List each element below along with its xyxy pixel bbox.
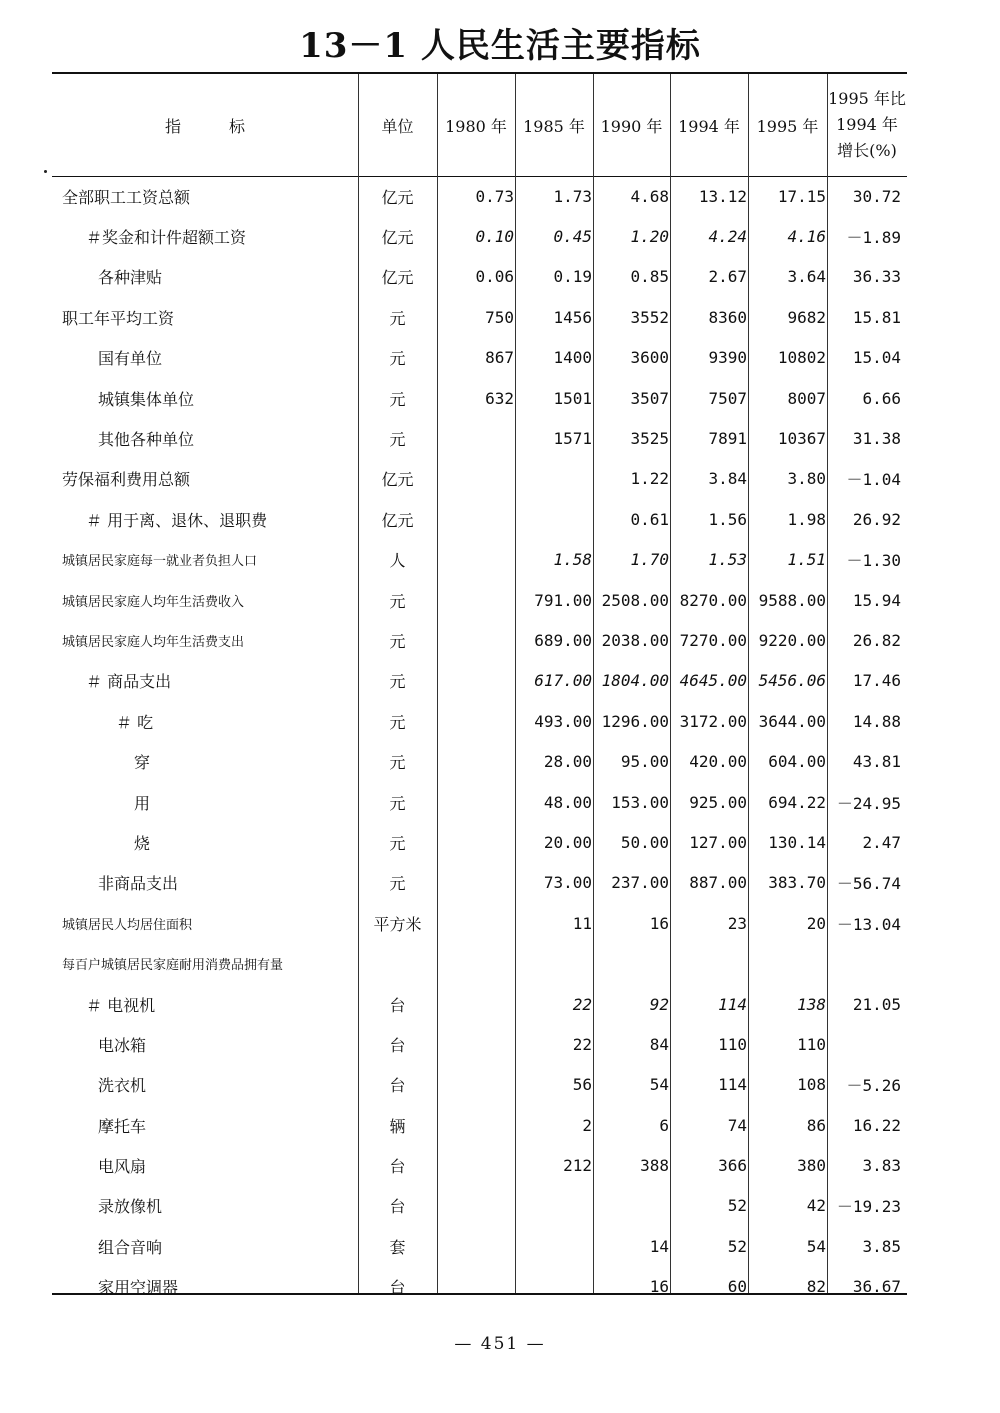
unit-cell: 元 [389,712,406,732]
value-cell-1990: 2038.00 [601,630,669,650]
table-row [52,540,907,580]
table-row [52,1226,907,1266]
growth-cell: 3.83 [862,1156,901,1176]
value-cell-1990: 1.22 [630,469,669,489]
table-row [52,903,907,943]
page-number: — 451 — [454,1334,546,1354]
unit-cell: 亿元 [381,510,414,530]
value-cell-1980 [437,418,515,458]
value-cell-1990: 153.00 [611,792,669,812]
value-cell-1985 [515,1267,593,1307]
table-header [52,74,907,176]
unit-cell: 辆 [389,1116,406,1136]
unit-cell: 套 [389,1237,406,1257]
unit-cell: 台 [389,1157,406,1177]
unit-cell: 元 [389,793,406,813]
indicator-cell: 穿 [134,753,151,773]
unit-cell: 台 [389,1035,406,1055]
growth-cell: 3.85 [862,1236,901,1256]
table-row [52,741,907,781]
value-cell-1980 [437,1226,515,1266]
indicator-cell: 劳保福利费用总额 [62,470,191,490]
growth-cell: 26.82 [852,630,901,650]
unit-cell: 元 [389,753,406,773]
value-cell-1985: 1571 [553,429,592,449]
indicator-cell: ＃ 电视机 [86,995,156,1015]
value-cell-1994: 8270.00 [679,590,747,610]
indicator-cell: 录放像机 [98,1197,163,1217]
value-cell-1995: 86 [806,1115,826,1135]
growth-cell: 15.81 [852,307,901,327]
value-cell-1985: 1400 [553,348,592,368]
indicator-cell: 摩托车 [98,1116,147,1136]
value-cell-1995: 138 [797,994,826,1014]
value-cell-1990: 50.00 [620,832,669,852]
value-cell-1994 [670,943,748,983]
value-cell-1985: 11 [572,913,592,933]
value-cell-1990: 16 [649,1277,669,1297]
value-cell-1980 [437,741,515,781]
growth-cell: 6.66 [862,388,901,408]
indicator-cell: 组合音响 [98,1237,163,1257]
value-cell-1980: 867 [485,348,514,368]
indicator-cell: 职工年平均工资 [62,308,175,328]
value-cell-1995: 20 [806,913,826,933]
table-row [52,297,907,337]
value-cell-1980 [437,1267,515,1307]
table-row [52,499,907,539]
table-row [52,1105,907,1145]
value-cell-1990: 16 [649,913,669,933]
unit-cell: 元 [389,389,406,409]
table-row [52,1024,907,1064]
table-row [52,661,907,701]
growth-cell: －56.74 [836,874,901,894]
value-cell-1994: 4645.00 [679,671,747,691]
growth-cell: 15.94 [852,590,901,610]
value-cell-1985: 0.19 [553,267,592,287]
value-cell-1995: 42 [806,1196,826,1216]
indicator-cell: 电风扇 [98,1157,147,1177]
value-cell-1990: 3525 [630,429,669,449]
unit-cell: 亿元 [381,228,414,248]
indicator-cell: 国有单位 [98,349,163,369]
unit-cell: 元 [389,631,406,651]
value-cell-1994: 366 [718,1156,747,1176]
value-cell-1980 [437,661,515,701]
value-cell-1990 [593,1186,670,1226]
value-cell-1995: 3644.00 [758,711,826,731]
value-cell-1980 [437,984,515,1024]
growth-cell: 17.46 [852,671,901,691]
value-cell-1995: 380 [797,1156,826,1176]
value-cell-1980 [437,1024,515,1064]
value-cell-1995: 1.51 [787,550,826,570]
table-body [52,176,907,1307]
value-cell-1980 [437,459,515,499]
value-cell-1985 [515,1226,593,1266]
indicator-cell: 每百户城镇居民家庭耐用消费品拥有量 [62,958,284,974]
value-cell-1995: 130.14 [768,832,826,852]
value-cell-1985 [515,943,593,983]
indicator-cell: 家用空调器 [98,1278,179,1298]
table-row [52,782,907,822]
unit-cell: 台 [389,1076,406,1096]
value-cell-1980 [437,499,515,539]
value-cell-1995: 108 [797,1075,826,1095]
value-cell-1985: 56 [572,1075,592,1095]
growth-cell: －24.95 [836,793,901,813]
value-cell-1985: 28.00 [543,752,592,772]
value-cell-1994: 4.24 [708,227,747,247]
indicator-cell: 用 [134,793,151,813]
table-row [52,1145,907,1185]
growth-cell [827,1024,907,1064]
value-cell-1980 [437,620,515,660]
value-cell-1994: 13.12 [698,186,747,206]
value-cell-1985: 1.73 [553,186,592,206]
value-cell-1985: 791.00 [534,590,592,610]
table-row [52,822,907,862]
table-row [52,1267,907,1307]
header-growth-line1: 1995 年比 [828,89,906,108]
value-cell-1980 [437,1065,515,1105]
growth-cell: 16.22 [852,1115,901,1135]
header-growth-line2: 1994 年 [836,115,898,134]
value-cell-1980 [437,863,515,903]
value-cell-1995: 3.64 [787,267,826,287]
value-cell-1994: 110 [718,1034,747,1054]
table-row [52,701,907,741]
table-row [52,418,907,458]
value-cell-1980: 750 [485,307,514,327]
header-1995: 1995 年 [756,116,819,136]
value-cell-1995: 54 [806,1236,826,1256]
value-cell-1990: 1804.00 [601,671,669,691]
growth-cell: 26.92 [852,509,901,529]
unit-cell: 元 [389,430,406,450]
indicator-cell: 各种津贴 [98,268,163,288]
indicator-cell: 其他各种单位 [98,430,195,450]
unit-cell: 元 [389,591,406,611]
value-cell-1980 [437,540,515,580]
value-cell-1985 [515,459,593,499]
value-cell-1990: 92 [649,994,669,1014]
value-cell-1990: 388 [640,1156,669,1176]
value-cell-1985: 22 [572,1034,592,1054]
growth-cell: －5.26 [846,1076,901,1096]
unit-cell: 人 [389,551,406,571]
unit-cell [358,943,437,983]
unit-cell: 元 [389,308,406,328]
value-cell-1994: 925.00 [689,792,747,812]
table-row [52,257,907,297]
unit-cell: 亿元 [381,187,414,207]
indicator-cell: 城镇居民家庭人均年生活费收入 [62,594,245,610]
indicator-cell: 洗衣机 [98,1076,147,1096]
scan-speck [44,170,47,173]
value-cell-1985: 1501 [553,388,592,408]
value-cell-1995: 604.00 [768,752,826,772]
value-cell-1980 [437,1145,515,1185]
value-cell-1980 [437,1186,515,1226]
value-cell-1985: 493.00 [534,711,592,731]
indicator-cell: 非商品支出 [98,874,179,894]
growth-cell: －1.04 [846,470,901,490]
growth-cell: 36.67 [852,1277,901,1297]
value-cell-1980 [437,943,515,983]
indicator-cell: 烧 [134,833,151,853]
value-cell-1980: 0.06 [475,267,514,287]
value-cell-1985: 617.00 [534,671,592,691]
header-growth [827,74,907,176]
unit-cell: 亿元 [381,268,414,288]
growth-cell: 43.81 [852,752,901,772]
growth-cell: 30.72 [852,186,901,206]
value-cell-1994: 114 [718,994,747,1014]
value-cell-1990: 1296.00 [601,711,669,731]
header-1980: 1980 年 [445,116,507,136]
growth-cell: －19.23 [836,1197,901,1217]
value-cell-1994: 3.84 [708,469,747,489]
indicator-cell: 城镇居民家庭人均年生活费支出 [62,634,245,650]
value-cell-1995: 110 [797,1034,826,1054]
value-cell-1994: 7507 [708,388,747,408]
value-cell-1985: 22 [572,994,592,1014]
table-row [52,620,907,660]
value-cell-1994: 3172.00 [679,711,747,731]
value-cell-1994: 9390 [708,348,747,368]
value-cell-1985 [515,1186,593,1226]
growth-cell: －1.89 [846,228,901,248]
value-cell-1990: 2508.00 [601,590,669,610]
value-cell-1990: 1.20 [630,227,669,247]
value-cell-1985: 20.00 [543,832,592,852]
value-cell-1995: 383.70 [768,873,826,893]
unit-cell: 亿元 [381,470,414,490]
unit-cell: 台 [389,1197,406,1217]
indicator-cell: 电冰箱 [98,1035,147,1055]
indicator-cell: ＃ 商品支出 [86,672,172,692]
value-cell-1994: 2.67 [708,267,747,287]
header-1990: 1990 年 [600,116,663,136]
growth-cell: 2.47 [862,832,901,852]
value-cell-1990: 0.85 [630,267,669,287]
unit-cell: 平方米 [373,914,422,934]
value-cell-1994: 7270.00 [679,630,747,650]
value-cell-1990: 6 [659,1115,669,1135]
header-1994: 1994 年 [678,116,740,136]
table-row [52,1065,907,1105]
growth-cell: 14.88 [852,711,901,731]
growth-cell: －13.04 [836,914,901,934]
indicator-cell: 城镇居民家庭每一就业者负担人口 [62,554,258,570]
growth-cell: 31.38 [852,429,901,449]
value-cell-1994: 887.00 [689,873,747,893]
table-row [52,459,907,499]
value-cell-1980 [437,1105,515,1145]
value-cell-1995: 10802 [777,348,826,368]
value-cell-1980 [437,580,515,620]
unit-cell: 台 [389,1278,406,1298]
value-cell-1990: 3600 [630,348,669,368]
growth-cell: 15.04 [852,348,901,368]
header-unit: 单位 [381,116,414,136]
indicator-cell: 城镇集体单位 [98,389,195,409]
value-cell-1990: 95.00 [620,752,669,772]
page-title: 13－1 人民生活主要指标 [299,26,701,66]
value-cell-1995 [748,943,827,983]
table-row [52,580,907,620]
value-cell-1980: 632 [485,388,514,408]
value-cell-1985: 0.45 [553,227,592,247]
value-cell-1980 [437,782,515,822]
value-cell-1994: 1.53 [708,550,747,570]
growth-cell: 21.05 [852,994,901,1014]
value-cell-1985: 2 [582,1115,592,1135]
value-cell-1985: 48.00 [543,792,592,812]
value-cell-1990: 3552 [630,307,669,327]
value-cell-1994: 8360 [708,307,747,327]
value-cell-1980 [437,701,515,741]
value-cell-1990: 237.00 [611,873,669,893]
value-cell-1995: 9682 [787,307,826,327]
value-cell-1980 [437,903,515,943]
value-cell-1990 [593,943,670,983]
value-cell-1995: 9588.00 [758,590,826,610]
value-cell-1994: 127.00 [689,832,747,852]
table-row [52,378,907,418]
value-cell-1995: 5456.06 [758,671,826,691]
value-cell-1994: 7891 [708,429,747,449]
table-row [52,943,907,983]
value-cell-1995: 4.16 [787,227,826,247]
value-cell-1985: 212 [563,1156,592,1176]
table-row [52,176,907,216]
value-cell-1995: 8007 [787,388,826,408]
value-cell-1994: 420.00 [689,752,747,772]
unit-cell: 元 [389,833,406,853]
value-cell-1994: 1.56 [708,509,747,529]
indicator-cell: ＃奖金和计件超额工资 [86,228,247,248]
value-cell-1994: 114 [718,1075,747,1095]
value-cell-1990: 14 [649,1236,669,1256]
value-cell-1980 [437,822,515,862]
value-cell-1995: 10367 [777,429,826,449]
value-cell-1980: 0.10 [475,227,514,247]
table-row [52,863,907,903]
value-cell-1995: 9220.00 [758,630,826,650]
value-cell-1994: 74 [727,1115,747,1135]
value-cell-1990: 1.70 [630,550,669,570]
unit-cell: 台 [389,995,406,1015]
growth-cell: 36.33 [852,267,901,287]
value-cell-1985: 73.00 [543,873,592,893]
value-cell-1990: 54 [649,1075,669,1095]
value-cell-1990: 0.61 [630,509,669,529]
value-cell-1990: 84 [649,1034,669,1054]
value-cell-1994: 23 [727,913,747,933]
value-cell-1990: 4.68 [630,186,669,206]
unit-cell: 元 [389,349,406,369]
value-cell-1994: 52 [727,1236,747,1256]
unit-cell: 元 [389,672,406,692]
value-cell-1995: 1.98 [787,509,826,529]
indicator-cell: ＃ 吃 [116,712,154,732]
living-standards-table [52,74,907,1307]
table-row [52,338,907,378]
value-cell-1995: 17.15 [777,186,826,206]
value-cell-1994: 52 [727,1196,747,1216]
value-cell-1995: 694.22 [768,792,826,812]
indicator-cell: 全部职工工资总额 [62,187,191,207]
value-cell-1980: 0.73 [475,186,514,206]
growth-cell: －1.30 [846,551,901,571]
unit-cell: 元 [389,874,406,894]
table-row [52,216,907,256]
value-cell-1995: 3.80 [787,469,826,489]
table-row [52,1186,907,1226]
growth-cell [827,943,907,983]
value-cell-1995: 82 [806,1277,826,1297]
value-cell-1985 [515,499,593,539]
value-cell-1985: 1.58 [553,550,592,570]
indicator-cell: 城镇居民人均居住面积 [62,917,193,933]
header-indicator: 指 标 [164,116,245,136]
value-cell-1985: 1456 [553,307,592,327]
indicator-cell: ＃ 用于离、退休、退职费 [86,510,268,530]
header-1985: 1985 年 [523,116,585,136]
value-cell-1990: 3507 [630,388,669,408]
header-growth-line3: 增长(%) [837,141,897,160]
value-cell-1994: 60 [727,1277,747,1297]
value-cell-1985: 689.00 [534,630,592,650]
table-row [52,984,907,1024]
